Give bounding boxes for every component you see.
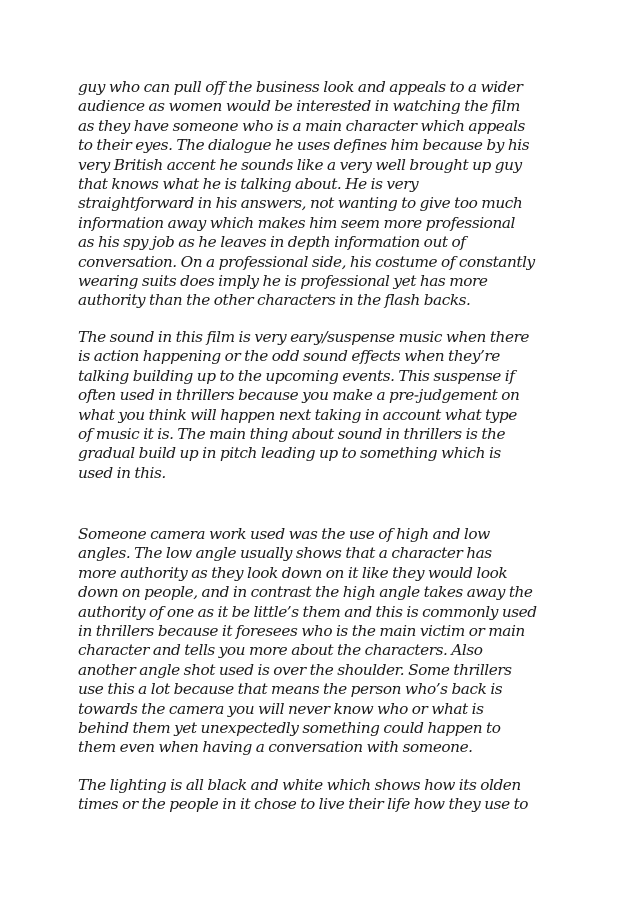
paragraph-camera-work — [78, 525, 578, 758]
text-line: as his spy job as he leaves in depth information out of — [78, 233, 466, 252]
text-line: straightforward in his answers, not wanting to give too much — [78, 194, 523, 213]
paragraph-character-description — [78, 78, 578, 311]
text-line: guy who can pull off the business look and appeals to a wider — [78, 78, 523, 96]
text-line: to their eyes. The dialogue he uses defines him because by his — [78, 136, 530, 155]
text-line: them even when having a conversation with someone. — [78, 738, 473, 757]
text-line: audience as women would be interested in watching the film — [78, 97, 520, 116]
text-line: information away which makes him seem more professional — [78, 213, 515, 232]
text-line: often used in thrillers because you make a pre-judgement on — [78, 386, 520, 405]
text-line: authority of one as it be little’s them and this is commonly used — [78, 602, 537, 621]
text-line: used in this. — [78, 463, 166, 482]
text-line: wearing suits does imply he is professional yet has more — [78, 272, 488, 291]
paragraph-sound — [78, 328, 578, 483]
text-line: that knows what he is talking about. He is very — [78, 175, 419, 194]
text-line: angles. The low angle usually shows that a character has — [78, 544, 492, 563]
paragraph-lighting — [78, 776, 578, 815]
text-line: very British accent he sounds like a very well brought up guy — [78, 155, 522, 174]
text-line: use this a lot because that means the person who’s back is — [78, 680, 503, 699]
text-line: what you think will happen next taking in account what type — [78, 405, 517, 424]
text-line: of music it is. The main thing about sound in thrillers is the — [78, 425, 506, 444]
text-line: towards the camera you will never know who or what is — [78, 699, 484, 718]
text-line: in thrillers because it foresees who is the main victim or main — [78, 622, 525, 641]
text-line: conversation. On a professional side, his costume of constantly — [78, 252, 535, 271]
text-line: character and tells you more about the characters. Also — [78, 641, 483, 660]
text-line: another angle shot used is over the shoulder. Some thrillers — [78, 660, 512, 679]
text-line: behind them yet unexpectedly something could happen to — [78, 719, 501, 738]
text-line: talking building up to the upcoming events. This suspense if — [78, 366, 515, 385]
text-line: authority than the other characters in the flash backs. — [78, 291, 471, 310]
text-line: more authority as they look down on it like they would look — [78, 563, 508, 582]
text-line: is action happening or the odd sound effects when they’re — [78, 347, 500, 366]
text-line: The lighting is all black and white which shows how its olden — [78, 776, 521, 794]
text-line: as they have someone who is a main character which appeals — [78, 116, 525, 135]
text-line: down on people, and in contrast the high angle takes away the — [78, 583, 533, 602]
text-line: The sound in this film is very eary/suspense music when there — [78, 328, 530, 346]
text-line: gradual build up in pitch leading up to something which is — [78, 444, 501, 463]
text-line: times or the people in it chose to live their life how they use to — [78, 795, 529, 814]
text-line: Someone camera work used was the use of high and low — [78, 525, 490, 543]
